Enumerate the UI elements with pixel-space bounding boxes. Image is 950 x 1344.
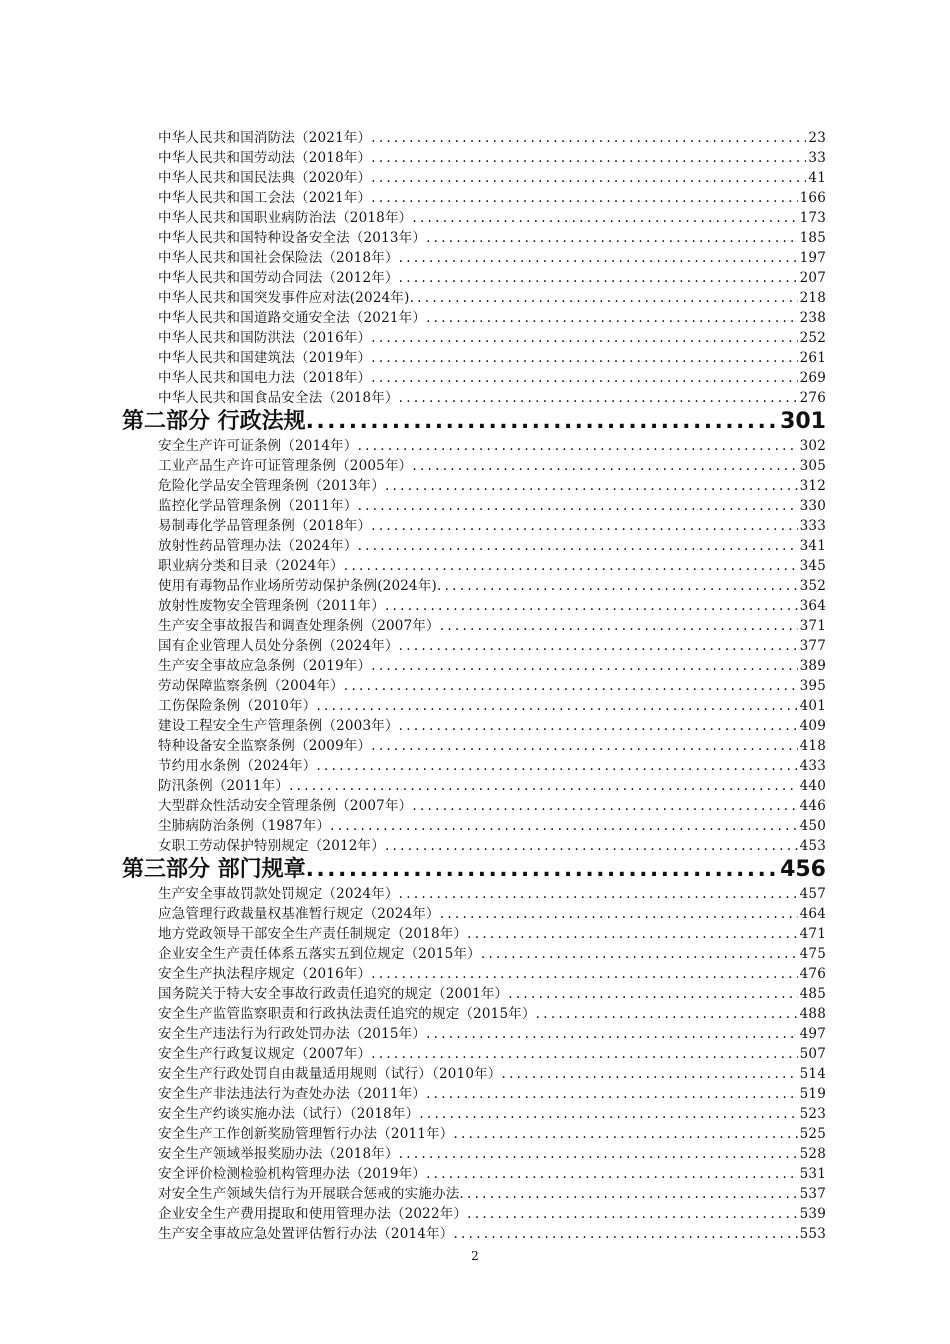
dot-leader: [426, 1084, 798, 1104]
toc-entry-page-number: 471: [799, 926, 826, 942]
dot-leader: [453, 1224, 797, 1244]
dot-leader: [306, 856, 780, 884]
toc-entry-page-number: 537: [799, 1186, 826, 1202]
toc-entry-page-number: 507: [799, 1046, 826, 1062]
dot-leader: [440, 616, 798, 636]
toc-entry[interactable]: [120, 556, 826, 576]
toc-entry-page-number: 528: [799, 1146, 826, 1162]
toc-entry[interactable]: [120, 328, 826, 348]
toc-entry-title: 中华人民共和国民法典（2020年）: [158, 170, 372, 186]
toc-entry-page-number: 453: [799, 838, 826, 854]
toc-entry-page-number: 377: [799, 638, 826, 654]
toc-entry[interactable]: [120, 696, 826, 716]
toc-entry-title: 放射性废物安全管理条例（2011年）: [158, 598, 385, 614]
toc-entry-page-number: 475: [799, 946, 826, 962]
dot-leader: [453, 1124, 797, 1144]
toc-entry-title: 应急管理行政裁量权基准暂行规定（2024年）: [158, 906, 440, 922]
toc-entry-title: 安全生产监管监察职责和行政执法责任追究的规定（2015年）: [158, 1006, 536, 1022]
toc-entry-title: 安全生产违法行为行政处罚办法（2015年）: [158, 1026, 427, 1042]
section-heading-part3[interactable]: [120, 856, 826, 884]
toc-entry-title: 中华人民共和国劳动法（2018年）: [158, 150, 372, 166]
toc-entry-title: 国有企业管理人员处分条例（2024年）: [158, 638, 399, 654]
toc-entry-title: 尘肺病防治条例（1987年）: [158, 818, 331, 834]
toc-entry-title: 中华人民共和国突发事件应对法(2024年): [158, 290, 410, 306]
dot-leader: [508, 984, 797, 1004]
toc-entry-page-number: 345: [799, 558, 826, 574]
dot-leader: [289, 776, 798, 796]
dot-leader: [412, 208, 797, 228]
toc-entry[interactable]: [120, 476, 826, 496]
toc-entry[interactable]: [120, 836, 826, 856]
dot-leader: [440, 904, 798, 924]
toc-entry[interactable]: [120, 1084, 826, 1104]
dot-leader: [371, 168, 806, 188]
toc-entry-title: 使用有毒物品作业场所劳动保护条例(2024年): [158, 578, 437, 594]
toc-entry[interactable]: [120, 516, 826, 536]
toc-entry-title: 中华人民共和国工会法（2021年）: [158, 190, 372, 206]
dot-leader: [399, 636, 798, 656]
dot-leader: [344, 556, 798, 576]
part1-entry-list: [120, 128, 826, 408]
toc-entry[interactable]: [120, 1224, 826, 1244]
page-number: 2: [471, 1249, 479, 1263]
toc-entry-page-number: 33: [808, 150, 826, 166]
toc-entry[interactable]: [120, 268, 826, 288]
toc-entry-title: 安全生产约谈实施办法（试行）（2018年）: [158, 1106, 420, 1122]
toc-entry[interactable]: [120, 964, 826, 984]
toc-entry-page-number: 302: [799, 438, 826, 454]
toc-entry-title: 中华人民共和国电力法（2018年）: [158, 370, 372, 386]
toc-entry[interactable]: [120, 288, 826, 308]
toc-entry[interactable]: [120, 536, 826, 556]
dot-leader: [371, 188, 797, 208]
toc-entry-page-number: 261: [799, 350, 826, 366]
toc-entry[interactable]: [120, 576, 826, 596]
toc-entry-title: 企业安全生产费用提取和使用管理办法（2022年）: [158, 1206, 468, 1222]
dot-leader: [399, 268, 798, 288]
dot-leader: [371, 148, 806, 168]
toc-entry-page-number: 418: [799, 738, 826, 754]
dot-leader: [437, 576, 798, 596]
toc-entry-page-number: 409: [799, 718, 826, 734]
toc-entry[interactable]: [120, 1144, 826, 1164]
toc-entry-title: 中华人民共和国食品安全法（2018年）: [158, 390, 399, 406]
dot-leader: [385, 836, 798, 856]
section-page-number: 301: [780, 409, 826, 434]
toc-entry-page-number: 238: [799, 310, 826, 326]
toc-entry-page-number: 218: [799, 290, 826, 306]
dot-leader: [399, 248, 798, 268]
toc-entry[interactable]: [120, 984, 826, 1004]
toc-entry-page-number: 485: [799, 986, 826, 1002]
dot-leader: [371, 348, 797, 368]
toc-entry-title: 中华人民共和国社会保险法（2018年）: [158, 250, 399, 266]
toc-entry-page-number: 433: [799, 758, 826, 774]
dot-leader: [371, 656, 797, 676]
toc-entry[interactable]: [120, 148, 826, 168]
toc-entry[interactable]: [120, 456, 826, 476]
dot-leader: [399, 884, 798, 904]
toc-entry[interactable]: [120, 616, 826, 636]
toc-entry[interactable]: [120, 496, 826, 516]
toc-entry[interactable]: [120, 1104, 826, 1124]
section-heading-part2[interactable]: [120, 408, 826, 436]
dot-leader: [412, 796, 797, 816]
dot-leader: [426, 308, 798, 328]
toc-entry-page-number: 457: [799, 886, 826, 902]
toc-entry-title: 中华人民共和国道路交通安全法（2021年）: [158, 310, 427, 326]
toc-entry[interactable]: [120, 248, 826, 268]
toc-entry[interactable]: [120, 904, 826, 924]
dot-leader: [502, 1064, 798, 1084]
toc-entry[interactable]: [120, 388, 826, 408]
part2-entry-list: [120, 436, 826, 856]
toc-entry-title: 生产安全事故报告和调查处理条例（2007年）: [158, 618, 440, 634]
toc-entry-title: 生产安全事故罚款处罚规定（2024年）: [158, 886, 399, 902]
toc-entry[interactable]: [120, 308, 826, 328]
toc-entry-page-number: 553: [799, 1226, 826, 1242]
toc-entry-page-number: 488: [799, 1006, 826, 1022]
dot-leader: [399, 716, 798, 736]
part3-entry-list: [120, 884, 826, 1244]
dot-leader: [371, 964, 797, 984]
toc-entry-title: 安全生产工作创新奖励管理暂行办法（2011年）: [158, 1126, 454, 1142]
dot-leader: [344, 676, 798, 696]
toc-entry-title: 监控化学品管理条例（2011年）: [158, 498, 358, 514]
dot-leader: [426, 1164, 798, 1184]
toc-entry[interactable]: [120, 1064, 826, 1084]
toc-entry-title: 工业产品生产许可证管理条例（2005年）: [158, 458, 413, 474]
toc-entry-page-number: 450: [799, 818, 826, 834]
dot-leader: [481, 944, 798, 964]
toc-entry[interactable]: [120, 128, 826, 148]
dot-leader: [419, 1104, 797, 1124]
toc-entry-title: 女职工劳动保护特别规定（2012年）: [158, 838, 385, 854]
toc-entry-title: 安全生产许可证条例（2014年）: [158, 438, 358, 454]
toc-entry-title: 生产安全事故应急处置评估暂行办法（2014年）: [158, 1226, 454, 1242]
dot-leader: [412, 456, 797, 476]
toc-entry[interactable]: [120, 656, 826, 676]
toc-entry-title: 安全生产行政复议规定（2007年）: [158, 1046, 372, 1062]
toc-entry[interactable]: [120, 1164, 826, 1184]
toc-entry-page-number: 401: [799, 698, 826, 714]
toc-entry[interactable]: [120, 796, 826, 816]
dot-leader: [467, 1204, 797, 1224]
dot-leader: [371, 516, 797, 536]
toc-entry-page-number: 173: [799, 210, 826, 226]
toc-entry-page-number: 531: [799, 1166, 826, 1182]
toc-entry-page-number: 497: [799, 1026, 826, 1042]
toc-entry-title: 中华人民共和国建筑法（2019年）: [158, 350, 372, 366]
toc-entry-title: 职业病分类和目录（2024年）: [158, 558, 344, 574]
dot-leader: [536, 1004, 798, 1024]
toc-entry-title: 安全生产领域举报奖励办法（2018年）: [158, 1146, 399, 1162]
toc-entry-title: 特种设备安全监察条例（2009年）: [158, 738, 372, 754]
toc-entry-page-number: 525: [799, 1126, 826, 1142]
toc-entry-page-number: 464: [799, 906, 826, 922]
toc-entry[interactable]: [120, 636, 826, 656]
toc-entry[interactable]: [120, 1004, 826, 1024]
toc-entry-page-number: 269: [799, 370, 826, 386]
toc-entry-page-number: 197: [799, 250, 826, 266]
toc-entry-page-number: 514: [799, 1066, 826, 1082]
dot-leader: [358, 436, 798, 456]
toc-entry-title: 节约用水条例（2024年）: [158, 758, 317, 774]
dot-leader: [371, 736, 797, 756]
toc-entry-page-number: 523: [799, 1106, 826, 1122]
toc-entry[interactable]: [120, 756, 826, 776]
toc-entry-page-number: 440: [799, 778, 826, 794]
dot-leader: [358, 536, 798, 556]
dot-leader: [426, 228, 798, 248]
toc-entry[interactable]: [120, 924, 826, 944]
toc-entry[interactable]: [120, 776, 826, 796]
toc-entry-page-number: 276: [799, 390, 826, 406]
toc-entry[interactable]: [120, 884, 826, 904]
toc-entry-page-number: 519: [799, 1086, 826, 1102]
toc-entry-title: 易制毒化学品管理条例（2018年）: [158, 518, 372, 534]
toc-entry-title: 危险化学品安全管理条例（2013年）: [158, 478, 385, 494]
dot-leader: [426, 1024, 798, 1044]
toc-entry-title: 中华人民共和国消防法（2021年）: [158, 130, 372, 146]
toc-entry-title: 中华人民共和国防洪法（2016年）: [158, 330, 372, 346]
toc-entry-title: 防汛条例（2011年）: [158, 778, 290, 794]
dot-leader: [358, 496, 798, 516]
toc-entry[interactable]: [120, 1184, 826, 1204]
toc-entry-title: 企业安全生产责任体系五落实五到位规定（2015年）: [158, 946, 481, 962]
section-page-number: 456: [780, 857, 826, 882]
toc-entry[interactable]: [120, 368, 826, 388]
toc-entry-page-number: 23: [808, 130, 826, 146]
toc-entry-page-number: 41: [808, 170, 826, 186]
toc-entry[interactable]: [120, 348, 826, 368]
toc-entry-page-number: 389: [799, 658, 826, 674]
toc-entry[interactable]: [120, 208, 826, 228]
dot-leader: [371, 328, 797, 348]
toc-entry-page-number: 252: [799, 330, 826, 346]
toc-entry-title: 建设工程安全生产管理条例（2003年）: [158, 718, 399, 734]
toc-entry-title: 工伤保险条例（2010年）: [158, 698, 317, 714]
toc-entry-title: 中华人民共和国特种设备安全法（2013年）: [158, 230, 427, 246]
dot-leader: [371, 128, 806, 148]
toc-entry[interactable]: [120, 716, 826, 736]
toc-entry-title: 生产安全事故应急条例（2019年）: [158, 658, 372, 674]
toc-entry[interactable]: [120, 1024, 826, 1044]
toc-entry-page-number: 446: [799, 798, 826, 814]
toc-entry-page-number: 352: [799, 578, 826, 594]
toc-entry[interactable]: [120, 736, 826, 756]
toc-entry-page-number: 312: [799, 478, 826, 494]
toc-entry-page-number: 371: [799, 618, 826, 634]
dot-leader: [399, 388, 798, 408]
toc-entry[interactable]: [120, 168, 826, 188]
table-of-contents: [120, 128, 826, 1244]
toc-entry-title: 安全生产行政处罚自由裁量适用规则（试行）（2010年）: [158, 1066, 502, 1082]
toc-entry[interactable]: [120, 188, 826, 208]
dot-leader: [371, 368, 797, 388]
section-title: 第三部分 部门规章: [122, 857, 306, 882]
dot-leader: [306, 408, 780, 436]
toc-entry[interactable]: [120, 1204, 826, 1224]
toc-entry[interactable]: [120, 816, 826, 836]
toc-entry-title: 地方党政领导干部安全生产责任制规定（2018年）: [158, 926, 468, 942]
toc-entry-title: 中华人民共和国劳动合同法（2012年）: [158, 270, 399, 286]
toc-entry-title: 国务院关于特大安全事故行政责任追究的规定（2001年）: [158, 986, 509, 1002]
toc-entry-title: 劳动保障监察条例（2004年）: [158, 678, 344, 694]
toc-entry-page-number: 341: [799, 538, 826, 554]
toc-entry-page-number: 305: [799, 458, 826, 474]
toc-entry-title: 安全评价检测检验机构管理办法（2019年）: [158, 1166, 427, 1182]
toc-entry-page-number: 539: [799, 1206, 826, 1222]
toc-entry-title: 对安全生产领域失信行为开展联合惩戒的实施办法: [158, 1186, 460, 1202]
toc-entry-title: 安全生产执法程序规定（2016年）: [158, 966, 372, 982]
toc-entry[interactable]: [120, 1044, 826, 1064]
toc-entry-page-number: 395: [799, 678, 826, 694]
dot-leader: [385, 476, 798, 496]
toc-entry-page-number: 185: [799, 230, 826, 246]
toc-entry[interactable]: [120, 596, 826, 616]
section-title: 第二部分 行政法规: [122, 409, 306, 434]
toc-entry-title: 安全生产非法违法行为查处办法（2011年）: [158, 1086, 427, 1102]
toc-entry-page-number: 333: [799, 518, 826, 534]
toc-entry-title: 放射性药品管理办法（2024年）: [158, 538, 358, 554]
toc-entry-page-number: 476: [799, 966, 826, 982]
dot-leader: [385, 596, 798, 616]
toc-entry[interactable]: [120, 944, 826, 964]
dot-leader: [371, 1044, 797, 1064]
toc-entry[interactable]: [120, 1124, 826, 1144]
dot-leader: [459, 1184, 797, 1204]
toc-entry[interactable]: [120, 228, 826, 248]
dot-leader: [316, 696, 797, 716]
dot-leader: [467, 924, 797, 944]
toc-entry-page-number: 330: [799, 498, 826, 514]
toc-entry[interactable]: [120, 436, 826, 456]
toc-entry-page-number: 207: [799, 270, 826, 286]
toc-entry-page-number: 364: [799, 598, 826, 614]
toc-entry[interactable]: [120, 676, 826, 696]
dot-leader: [399, 1144, 798, 1164]
dot-leader: [330, 816, 797, 836]
toc-entry-title: 中华人民共和国职业病防治法（2018年）: [158, 210, 413, 226]
toc-entry-page-number: 166: [799, 190, 826, 206]
dot-leader: [316, 756, 797, 776]
dot-leader: [410, 288, 798, 308]
toc-entry-title: 大型群众性活动安全管理条例（2007年）: [158, 798, 413, 814]
